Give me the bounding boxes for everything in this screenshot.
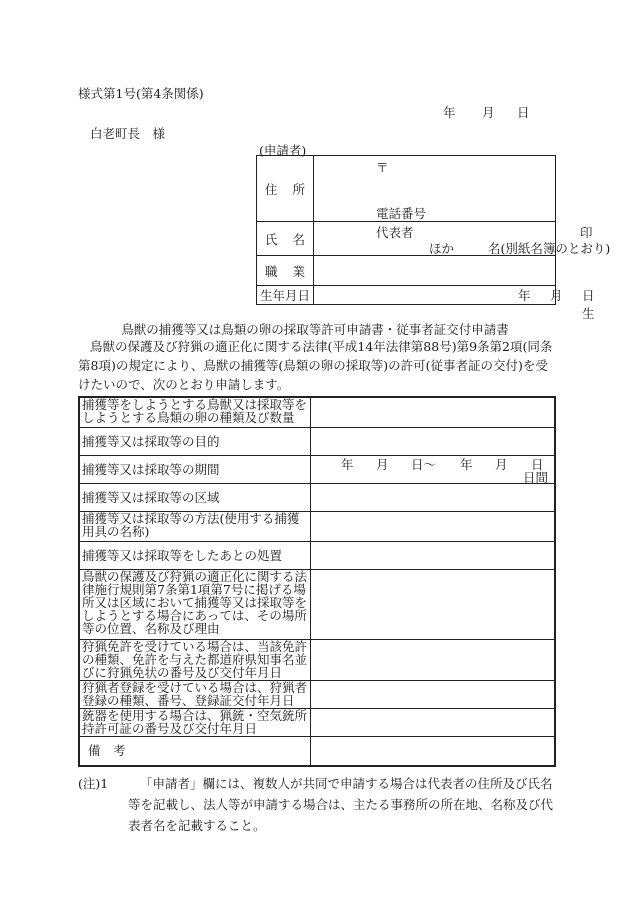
item-label: 捕獲等又は採取等をしたあとの処置 (79, 541, 311, 569)
period-month-end: 月 (495, 456, 508, 472)
birth-day: 日生 (582, 288, 595, 321)
item-field[interactable] (311, 680, 556, 708)
item-field[interactable] (311, 511, 556, 541)
birth-year: 年 (518, 288, 531, 303)
item-field[interactable] (311, 569, 556, 639)
item-label: 狩猟者登録を受けている場合は、狩猟者登録の種類、番号、登録証交付年月日 (79, 680, 311, 708)
period-field[interactable] (311, 455, 556, 483)
form-title: 鳥獣の捕獲等又は鳥類の卵の採取等許可申請書・従事者証交付申請書 (121, 322, 509, 337)
date-year: 年 (443, 105, 456, 120)
period-year-start: 年 (341, 456, 354, 472)
period-days: 日間 (522, 469, 548, 485)
remarks-field[interactable] (311, 736, 556, 766)
item-label: 捕獲等又は採取等の期間 (79, 455, 311, 483)
item-label: 鳥獣の保護及び狩猟の適正化に関する法律施行規則第7条第1項第7号に掲げる場所又は区域において捕獲等又は採取等をしようとする場合にあっては、その場所等の位置、名称及び理由 (79, 569, 311, 639)
name-label: 氏 名 (257, 222, 314, 256)
item-label: 捕獲等又は採取等の目的 (79, 427, 311, 455)
intro-text: 鳥獣の保護及び狩猟の適正化に関する法律(平成14年法律第88号)第9条第2項(同条第8項)の規定により、鳥獣の捕獲等(鳥類の卵の採取等)の許可(従事者証の交付)を受けたいので、次のとおり申請します。 (78, 339, 553, 392)
name-field[interactable] (314, 222, 611, 256)
date-day: 日 (517, 105, 530, 120)
address-label: 住 所 (257, 156, 314, 222)
period-day-end: 日 (531, 456, 544, 472)
item-field[interactable] (311, 639, 556, 680)
period-day-start: 日～ (411, 456, 437, 472)
item-label: 銃器を使用する場合は、猟銃・空気銃所持許可証の番号及び交付年月日 (79, 708, 311, 736)
item-field[interactable] (311, 483, 556, 511)
others-note: 名(別紙名簿のとおり) (488, 241, 611, 256)
footnote-number: (注)1 (78, 776, 109, 791)
applicant-table (256, 155, 611, 321)
period-month-start: 月 (376, 456, 389, 472)
others-label: ほか (429, 241, 455, 256)
item-label: 狩猟免許を受けている場合は、当該免許の種類、免許を与えた都道府県知事名並びに狩猟免状の番号及び交付年月日 (79, 639, 311, 680)
application-table (78, 396, 556, 767)
seal-mark: 印 (580, 225, 593, 240)
item-label: 捕獲等又は採取等の区域 (79, 483, 311, 511)
footnote-text: 「申請者」欄には、複数人が共同で申請する場合は代表者の住所及び氏名等を記載し、法人等が申請する場合は、主たる事務所の所在地、名称及び代表者名を記載すること。 (128, 776, 554, 833)
footnote (78, 773, 556, 836)
item-field[interactable] (311, 541, 556, 569)
applicant-label: (申請者) (259, 143, 307, 158)
addressee: 白老町長 様 (90, 126, 166, 141)
item-field[interactable] (311, 427, 556, 455)
item-field[interactable] (311, 397, 556, 427)
form-number: 様式第1号(第4条関係) (78, 86, 204, 101)
birth-month: 月 (550, 288, 563, 303)
phone-label: 電話番号 (376, 206, 427, 221)
period-year-end: 年 (460, 456, 473, 472)
birthdate-label: 生年月日 (257, 286, 314, 305)
occupation-field[interactable] (314, 256, 556, 286)
address-field[interactable] (314, 156, 556, 222)
occupation-label: 職 業 (257, 256, 314, 286)
postal-mark: 〒 (376, 160, 389, 175)
item-label: 捕獲等をしようとする鳥獣又は採取等をしようとする鳥類の卵の種類及び数量 (79, 397, 311, 427)
date-month: 月 (482, 105, 495, 120)
representative-label: 代表者 (376, 225, 414, 240)
birthdate-field[interactable] (314, 286, 595, 321)
item-field[interactable] (311, 708, 556, 736)
item-label: 備 考 (79, 736, 311, 766)
item-label: 捕獲等又は採取等の方法(使用する捕獲用具の名称) (79, 511, 311, 541)
